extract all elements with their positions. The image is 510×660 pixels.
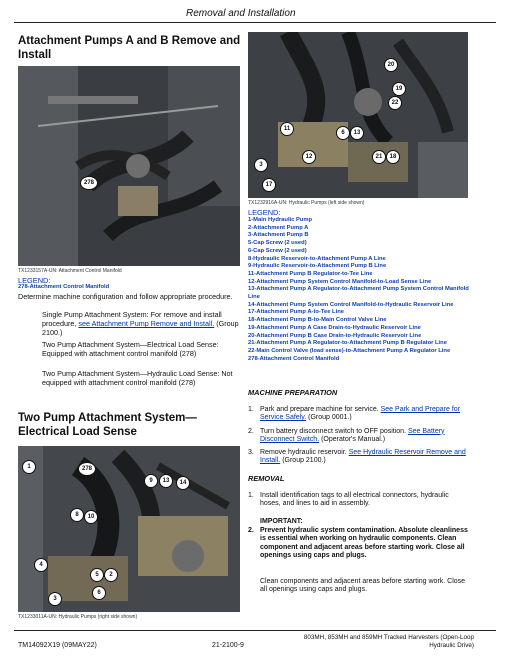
removal-step-1-num: 1.	[248, 492, 254, 499]
callout-22: 22	[388, 96, 402, 110]
removal-title: REMOVAL	[248, 474, 285, 483]
prep-step-number: 3.	[248, 449, 254, 457]
callout-6: 6	[336, 126, 350, 140]
prep-step	[248, 406, 470, 423]
prep-step-text: Park and prepare machine for service.	[260, 406, 379, 413]
removal-step-2-text: Prevent hydraulic system contamination. Absolute cleanliness is essential when working on hydraulic components. Clean component and adjacent areas before starting work. Close all openings using caps and plugs.	[260, 527, 468, 559]
header-rule	[14, 22, 496, 23]
callout-21: 21	[372, 150, 386, 164]
single-pump-text	[42, 310, 240, 337]
prep-step-link[interactable]: See Park and Prepare for Service Safely.	[260, 406, 461, 422]
callout-10: 10	[84, 510, 98, 524]
legend-item: 22-Main Control Valve (load sense)-to-Attachment Pump A Regulator Line	[248, 347, 451, 354]
legend-item: 8-Hydraulic Reservoir-to-Attachment Pump A Line	[248, 255, 386, 262]
callout-13: 13	[350, 126, 364, 140]
callout-4: 4	[34, 558, 48, 572]
callout-12: 12	[302, 150, 316, 164]
section-title-electrical-load-sense: Two Pump Attachment System—Electrical Load Sense	[18, 412, 197, 438]
removal-step-2	[248, 527, 470, 560]
prep-step-link[interactable]: See Hydraulic Reservoir Remove and Install.	[260, 449, 466, 465]
prep-step-number: 1.	[248, 406, 254, 413]
figure3-caption: TX1232916A-UN: Hydraulic Pumps (left side shown)	[248, 200, 365, 206]
callout-14: 14	[176, 476, 190, 490]
prep-step-body	[260, 449, 468, 466]
removal-step-2-num: 2.	[248, 527, 254, 534]
prep-step-body	[260, 406, 468, 423]
footer-page-number: 21-2100-9	[212, 642, 244, 649]
legend-list	[248, 217, 470, 363]
photo-pumps-right	[18, 446, 240, 612]
legend-item: 12-Attachment Pump System Control Manifold-to-Load Sense Line	[248, 278, 432, 285]
legend-item: 20-Attachment Pump B Case Drain-to-Hydraulic Reservoir Line	[248, 332, 422, 339]
prep-steps	[248, 406, 470, 471]
legend-item: 3-Attachment Pump B	[248, 232, 309, 239]
legend-label: LEGEND:	[248, 208, 281, 217]
prep-step	[248, 428, 470, 445]
legend-item: 19-Attachment Pump A Case Drain-to-Hydraulic Reservoir Line	[248, 324, 421, 331]
legend-item: 11-Attachment Pump B Regulator-to-Tee Line	[248, 270, 373, 277]
two-pump-hydraulic-text: Two Pump Attachment System—Hydraulic Load Sense: Not equipped with attachment control manifold (278)	[42, 369, 233, 387]
legend-item: 6-Cap Screw (2 used)	[248, 247, 307, 254]
legend1-item: 278-Attachment Control Manifold	[18, 284, 110, 290]
legend-item: 1-Main Hydraulic Pump	[248, 217, 313, 223]
prep-step-number: 2.	[248, 427, 254, 435]
legend1-label: LEGEND:	[18, 276, 51, 285]
callout-6: 6	[92, 586, 106, 600]
prep-step	[248, 449, 470, 466]
callout-19: 19	[392, 82, 406, 96]
callout-278: 278	[78, 462, 96, 476]
callout-2: 2	[104, 568, 118, 582]
legend-item: 5-Cap Screw (2 used)	[248, 240, 307, 247]
callout-13: 13	[159, 474, 173, 488]
photo-pumps-left	[248, 32, 468, 198]
single-pump-group: (Group 2100.)	[42, 319, 239, 337]
callout-11: 11	[280, 122, 294, 136]
footer-doc-id: TM14092X19 (09MAY22)	[18, 642, 97, 649]
single-pump-desc: Single Pump Attachment System: For remove and install procedure,	[42, 310, 222, 328]
legend-item: 9-Hydraulic Reservoir-to-Attachment Pump B Line	[248, 263, 387, 270]
section-title-pumps: Attachment Pumps A and B Remove and Install	[18, 35, 241, 61]
legend-item: 18-Attachment Pump B-to-Main Control Valve Line	[248, 317, 387, 324]
callout-1: 1	[22, 460, 36, 474]
legend-item: 2-Attachment Pump A	[248, 224, 309, 231]
prep-step-reference: (Operator's Manual.)	[321, 435, 386, 443]
figure-hydraulic-pumps-right	[18, 446, 240, 612]
callout-3: 3	[254, 158, 268, 172]
important-label: IMPORTANT:	[260, 518, 303, 525]
callout-8: 8	[70, 508, 84, 522]
prep-step-link[interactable]: See Battery Disconnect Switch.	[260, 427, 445, 443]
figure-hydraulic-pumps-left	[248, 32, 468, 198]
figure2-caption: TX1233011A-UN: Hydraulic Pumps (right side shown)	[18, 614, 138, 620]
prep-step-text: Turn battery disconnect switch to OFF position.	[260, 427, 407, 435]
legend-item: 21-Attachment Pump A Regulator-to-Attachment Pump B Regulator Line	[248, 340, 447, 347]
page-header-title: Removal and Installation	[186, 8, 296, 19]
legend-item: 13-Attachment Pump A Regulator-to-Attachment Pump System Control Manifold Line	[248, 286, 469, 301]
prep-step-reference: (Group 0001.)	[308, 414, 352, 422]
figure1-caption: TX1233157A-UN: Attachment Control Manifold	[18, 268, 122, 274]
callout-17: 17	[262, 178, 276, 192]
callout-5: 5	[90, 568, 104, 582]
figure-attachment-control-manifold	[18, 66, 240, 266]
removal-step-1-text: Install identification tags to all electrical connectors, hydraulic hoses, and lines to aid in assembly.	[260, 492, 449, 508]
prep-step-text: Remove hydraulic reservoir.	[260, 449, 347, 457]
callout-18: 18	[386, 150, 400, 164]
intro-text: Determine machine configuration and follow appropriate procedure.	[18, 292, 233, 301]
callout-278: 278	[80, 176, 98, 190]
footer-rule	[14, 630, 496, 631]
prep-step-reference: (Group 2100.)	[282, 457, 326, 465]
removal-step-2-plain: Clean components and adjacent areas before starting work. Close all openings using caps and plugs.	[260, 578, 466, 594]
photo-manifold	[18, 66, 240, 266]
single-pump-link[interactable]: see Attachment Pump Remove and Install.	[78, 319, 215, 328]
legend-item: 14-Attachment Pump System Control Manifold-to-Hydraulic Reservoir Line	[248, 301, 454, 308]
callout-3: 3	[48, 592, 62, 606]
two-pump-electrical-text: Two Pump Attachment System—Electrical Load Sense: Equipped with attachment control manifold (278)	[42, 340, 219, 358]
prep-step-body	[260, 428, 468, 445]
legend-item: 17-Attachment Pump A-to-Tee Line	[248, 309, 344, 316]
footer-product: 803MH, 853MH and 859MH Tracked Harvesters (Open-Loop Hydraulic Drive)	[303, 634, 474, 649]
callout-9: 9	[144, 474, 158, 488]
callout-20: 20	[384, 58, 398, 72]
legend-item: 278-Attachment Control Manifold	[248, 355, 340, 362]
machine-prep-title: MACHINE PREPARATION	[248, 388, 338, 397]
removal-step-1	[248, 492, 470, 509]
